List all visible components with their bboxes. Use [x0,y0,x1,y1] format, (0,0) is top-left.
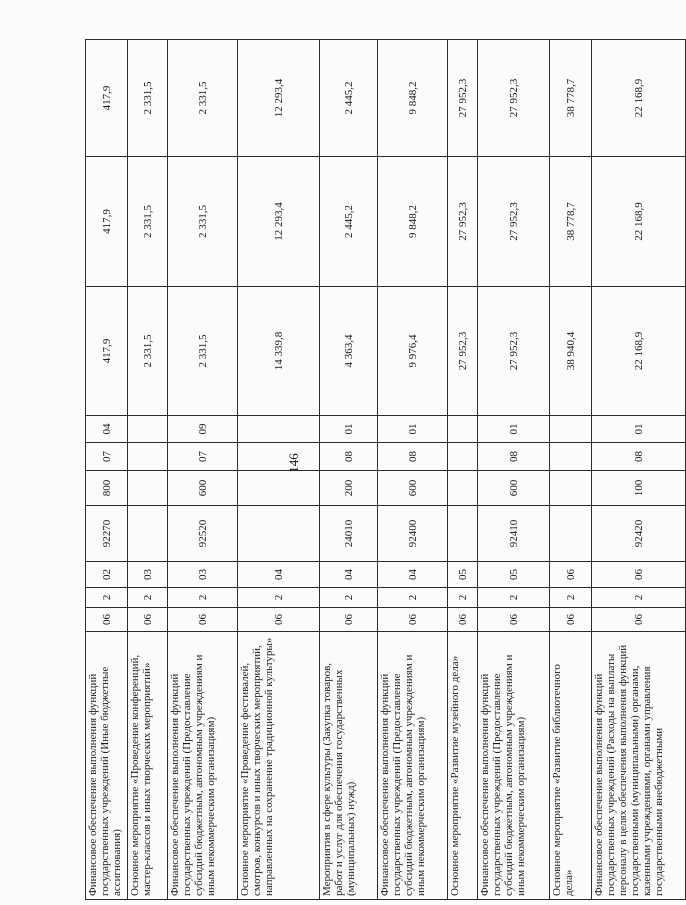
row-description: Финансовое обеспечение выполнения функций государственных учреждений (Предоставление субсидий бюджетным, автономным учреждениям и иным некоммерческим организациям) [168,632,238,900]
code-expense-type: 100 [592,471,686,506]
table-row [128,40,168,900]
code-section: 08 [592,443,686,471]
code-event: 06 [592,562,686,588]
code-grbs: 06 [238,608,320,632]
code-grbs: 06 [168,608,238,632]
code-section: 07 [168,443,238,471]
code-program: 2 [86,588,128,608]
code-grbs: 06 [378,608,448,632]
code-direction: 24010 [320,506,378,562]
row-description: Основное мероприятие «Проведение конференций, мастер-классов и иных творческих мероприятий» [128,632,168,900]
amount-year-3: 9 848,2 [378,40,448,157]
code-event: 05 [478,562,550,588]
code-subsection [448,416,478,443]
code-direction: 92420 [592,506,686,562]
code-subsection: 01 [320,416,378,443]
code-direction: 92520 [168,506,238,562]
code-subsection [238,416,320,443]
amount-year-1: 417,9 [86,287,128,416]
code-direction: 92400 [378,506,448,562]
amount-year-3: 2 331,5 [168,40,238,157]
amount-year-2: 27 952,3 [478,157,550,287]
amount-year-3: 2 331,5 [128,40,168,157]
code-program: 2 [168,588,238,608]
amount-year-3: 27 952,3 [448,40,478,157]
code-program: 2 [378,588,448,608]
amount-year-2: 2 331,5 [168,157,238,287]
code-expense-type: 600 [168,471,238,506]
code-direction [550,506,592,562]
code-direction [448,506,478,562]
table-body [86,40,686,900]
amount-year-3: 38 778,7 [550,40,592,157]
code-event: 03 [128,562,168,588]
code-section: 08 [478,443,550,471]
amount-year-1: 38 940,4 [550,287,592,416]
code-subsection: 01 [378,416,448,443]
code-program: 2 [238,588,320,608]
amount-year-1: 9 976,4 [378,287,448,416]
amount-year-1: 27 952,3 [448,287,478,416]
code-grbs: 06 [478,608,550,632]
code-event: 04 [320,562,378,588]
table-row [86,40,128,900]
code-event: 05 [448,562,478,588]
budget-table [85,39,686,900]
code-grbs: 06 [448,608,478,632]
code-program: 2 [550,588,592,608]
code-subsection [128,416,168,443]
amount-year-2: 12 293,4 [238,157,320,287]
row-description: Финансовое обеспечение выполнения функций государственных учреждений (Предоставление субсидий бюджетным, автономным учреждениям и иным некоммерческим организациям) [478,632,550,900]
code-event: 06 [550,562,592,588]
code-event: 03 [168,562,238,588]
code-section [238,443,320,471]
table-row [320,40,378,900]
table-row [238,40,320,900]
code-subsection [550,416,592,443]
amount-year-2: 2 445,2 [320,157,378,287]
code-grbs: 06 [320,608,378,632]
code-grbs: 06 [86,608,128,632]
code-expense-type: 800 [86,471,128,506]
code-section: 08 [320,443,378,471]
code-event: 04 [378,562,448,588]
code-event: 04 [238,562,320,588]
table-row [550,40,592,900]
amount-year-2: 38 778,7 [550,157,592,287]
amount-year-2: 9 848,2 [378,157,448,287]
code-event: 02 [86,562,128,588]
code-direction [128,506,168,562]
page-number: 146 [286,453,301,473]
amount-year-1: 2 331,5 [128,287,168,416]
table-row [378,40,448,900]
amount-year-1: 22 168,9 [592,287,686,416]
amount-year-3: 12 293,4 [238,40,320,157]
amount-year-1: 2 331,5 [168,287,238,416]
code-subsection: 01 [592,416,686,443]
code-subsection: 01 [478,416,550,443]
code-expense-type [448,471,478,506]
amount-year-1: 4 363,4 [320,287,378,416]
code-section [448,443,478,471]
code-section [128,443,168,471]
code-section: 08 [378,443,448,471]
code-section: 07 [86,443,128,471]
budget-table-rotated [85,40,665,900]
table-row [168,40,238,900]
row-description: Финансовое обеспечение выполнения функций государственных учреждений (Расходы на выплаты персоналу в целях обеспечения выполнения функций государственными (муниципальными) органами, казенными учреждениями, органами управления государственными внебюджетными [592,632,686,900]
row-description: Основное мероприятие «Развитие библиотечного дела» [550,632,592,900]
code-expense-type: 600 [478,471,550,506]
amount-year-2: 417,9 [86,157,128,287]
row-description: Мероприятия в сфере культуры (Закупка товаров, работ и услуг для обеспечения государственных (муниципальных) нужд) [320,632,378,900]
code-program: 2 [478,588,550,608]
row-description: Основное мероприятие «Развитие музейного дела» [448,632,478,900]
amount-year-3: 417,9 [86,40,128,157]
row-description: Финансовое обеспечение выполнения функций государственных учреждений (Иные бюджетные ассигнования) [86,632,128,900]
table-row [478,40,550,900]
code-direction [238,506,320,562]
code-program: 2 [592,588,686,608]
amount-year-2: 27 952,3 [448,157,478,287]
amount-year-2: 22 168,9 [592,157,686,287]
code-section [550,443,592,471]
code-direction: 92270 [86,506,128,562]
code-expense-type: 600 [378,471,448,506]
code-grbs: 06 [550,608,592,632]
code-expense-type [238,471,320,506]
amount-year-2: 2 331,5 [128,157,168,287]
code-grbs: 06 [128,608,168,632]
code-program: 2 [320,588,378,608]
amount-year-1: 27 952,3 [478,287,550,416]
code-grbs: 06 [592,608,686,632]
table-row [448,40,478,900]
code-program: 2 [448,588,478,608]
table-row [592,40,686,900]
row-description: Основное мероприятие «Проведение фестивалей, смотров, конкурсов и иных творческих мероприятий, направленных на сохранение традиционной культуры» [238,632,320,900]
amount-year-3: 27 952,3 [478,40,550,157]
code-expense-type: 200 [320,471,378,506]
row-description: Финансовое обеспечение выполнения функций государственных учреждений (Предоставление субсидий бюджетным, автономным учреждениям и иным некоммерческим организациям) [378,632,448,900]
code-expense-type [550,471,592,506]
code-direction: 92410 [478,506,550,562]
amount-year-3: 22 168,9 [592,40,686,157]
amount-year-3: 2 445,2 [320,40,378,157]
amount-year-1: 14 339,8 [238,287,320,416]
code-program: 2 [128,588,168,608]
code-expense-type [128,471,168,506]
code-subsection: 04 [86,416,128,443]
code-subsection: 09 [168,416,238,443]
